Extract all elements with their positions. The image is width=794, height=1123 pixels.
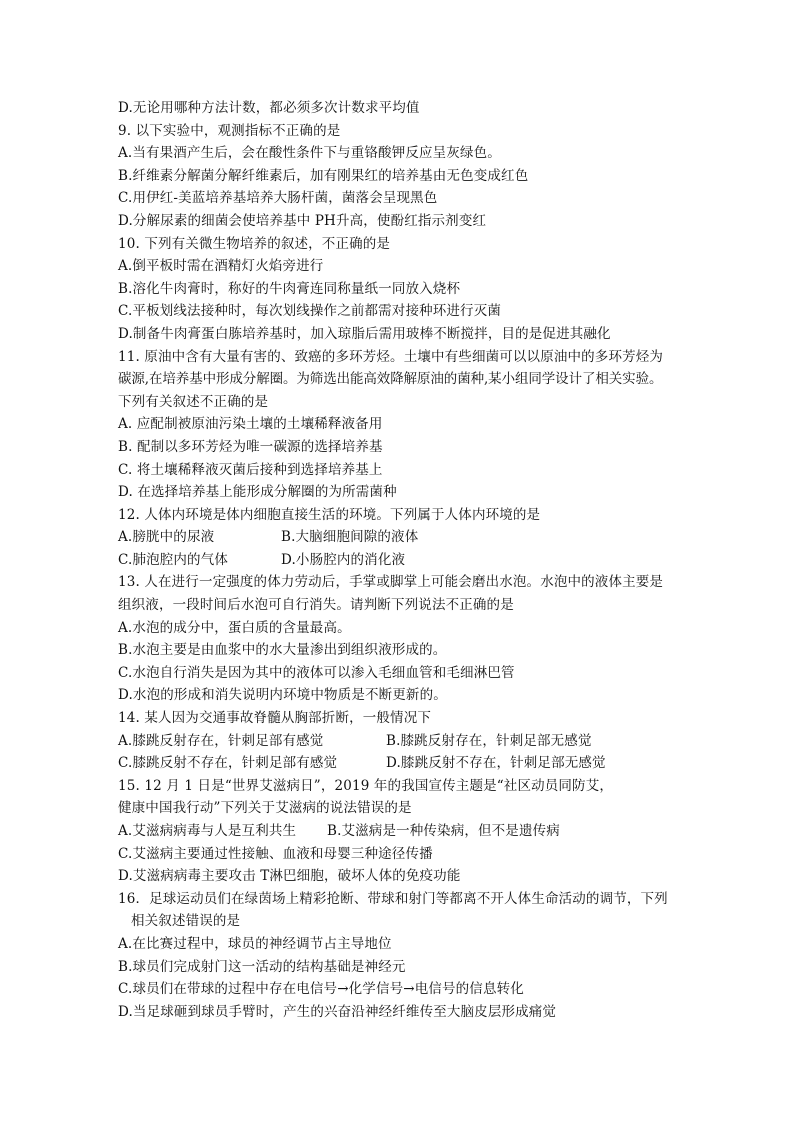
- option-b: B.膝跳反射存在，针刺足部无感觉: [386, 732, 592, 749]
- option-line: C.用伊红-美蓝培养基培养大肠杆菌，菌落会呈现黑色: [118, 190, 438, 207]
- option-b: B.艾滋病是一种传染病，但不是遗传病: [327, 823, 560, 839]
- question-15-stem: 15. 12 月 1 日是“世界艾滋病日”，2019 年的我国宣传主题是“社区动员同防艾，: [118, 777, 614, 794]
- option-d: D.小肠腔内的消化液: [281, 551, 406, 568]
- option-line: A.当有果酒产生后，会在酸性条件下与重铬酸钾反应呈灰绿色。: [118, 145, 501, 162]
- question-9-stem: 9. 以下实验中，观测指标不正确的是: [118, 122, 341, 139]
- option-c: C.膝跳反射不存在，针刺足部有感觉: [118, 755, 338, 772]
- option-row: [118, 752, 718, 775]
- option-line: D.当足球砸到球员手臂时，产生的兴奋沿神经纤维传至大脑皮层形成痛觉: [118, 1003, 557, 1020]
- option-line: A.在比赛过程中，球员的神经调节占主导地位: [118, 935, 392, 952]
- question-13-stem: 组织液，一段时间后水泡可自行消失。请判断下列说法不正确的是: [118, 597, 514, 614]
- option-line: C. 将土壤稀释液灭菌后接种到选择培养基上: [118, 461, 383, 478]
- option-line: C.水泡自行消失是因为其中的液体可以渗入毛细血管和毛细淋巴管: [118, 664, 515, 681]
- option-a: A.膀胱中的尿液: [118, 529, 215, 546]
- option-line: B.水泡主要是由血浆中的水大量渗出到组织液形成的。: [118, 642, 447, 659]
- question-16-stem: 16．足球运动员们在绿茵场上精彩抢断、带球和射门等都离不开人体生命活动的调节，下列: [118, 890, 668, 907]
- option-line: B.纤维素分解菌分解纤维素后，加有刚果红的培养基由无色变成红色: [118, 167, 529, 184]
- option-line: B.溶化牛肉膏时，称好的牛肉膏连同称量纸一同放入烧杯: [118, 280, 461, 297]
- option-d: D.膝跳反射不存在，针刺足部无感觉: [386, 755, 606, 772]
- option-line: A.倒平板时需在酒精灯火焰旁进行: [118, 258, 324, 275]
- option-c: C.肺泡腔内的气体: [118, 551, 228, 568]
- option-line: A.水泡的成分中，蛋白质的含量最高。: [118, 619, 351, 636]
- option-b: B.大脑细胞间隙的液体: [281, 529, 419, 546]
- question-14-stem: 14. 某人因为交通事故脊髓从胸部折断，一般情况下: [118, 710, 432, 727]
- option-a: A.膝跳反射存在，针刺足部有感觉: [118, 732, 324, 749]
- question-16-stem: 相关叙述错误的是: [131, 913, 241, 930]
- option-line: D.水泡的形成和消失说明内环境中物质是不断更新的。: [118, 687, 447, 704]
- option-a: A.艾滋病病毒与人是互利共生: [118, 823, 297, 839]
- option-line: D.分解尿素的细菌会使培养基中 PH升高，使酚红指示剂变红: [118, 212, 487, 229]
- question-11-stem: 11. 原油中含有大量有害的、致癌的多环芳烃。土壤中有些细菌可以以原油中的多环芳烃为: [118, 348, 664, 365]
- option-line: C.球员们在带球的过程中存在电信号→化学信号→电信号的信息转化: [118, 981, 524, 998]
- option-row: [118, 526, 718, 549]
- question-10-stem: 10. 下列有关微生物培养的叙述，不正确的是: [118, 235, 391, 252]
- option-row: [118, 820, 718, 843]
- option-line: D. 在选择培养基上能形成分解圈的为所需菌种: [118, 484, 397, 501]
- question-12-stem: 12. 人体内环境是体内细胞直接生活的环境。下列属于人体内环境的是: [118, 506, 541, 523]
- question-11-stem: 下列有关叙述不正确的是: [118, 393, 269, 410]
- option-line: C.艾滋病主要通过性接触、血液和母婴三种途径传播: [118, 845, 433, 862]
- option-row: [118, 549, 718, 572]
- option-line: D.无论用哪种方法计数，都必须多次计数求平均值: [118, 100, 420, 116]
- option-line: B. 配制以多环芳烃为唯一碳源的选择培养基: [118, 438, 383, 455]
- option-line: A. 应配制被原油污染土壤的土壤稀释液备用: [118, 416, 383, 433]
- option-row: [118, 730, 718, 753]
- question-15-stem: 健康中国我行动”下列关于艾滋病的说法错误的是: [118, 800, 412, 817]
- question-text: [118, 97, 718, 1023]
- option-line: B.球员们完成射门这一活动的结构基础是神经元: [118, 958, 406, 975]
- question-11-stem: 碳源,在培养基中形成分解圈。为筛选出能高效降解原油的菌种,某小组同学设计了相关实验。: [118, 371, 663, 388]
- option-line: D.制备牛肉膏蛋白胨培养基时，加入琼脂后需用玻棒不断搅拌，目的是促进其融化: [118, 325, 611, 342]
- question-13-stem: 13. 人在进行一定强度的体力劳动后，手掌或脚掌上可能会磨出水泡。水泡中的液体主要是: [118, 574, 664, 591]
- option-line: C.平板划线法接种时，每次划线操作之前都需对接种环进行灭菌: [118, 303, 501, 320]
- option-line: D.艾滋病病毒主要攻击 T淋巴细胞，破坏人体的免疫功能: [118, 868, 461, 885]
